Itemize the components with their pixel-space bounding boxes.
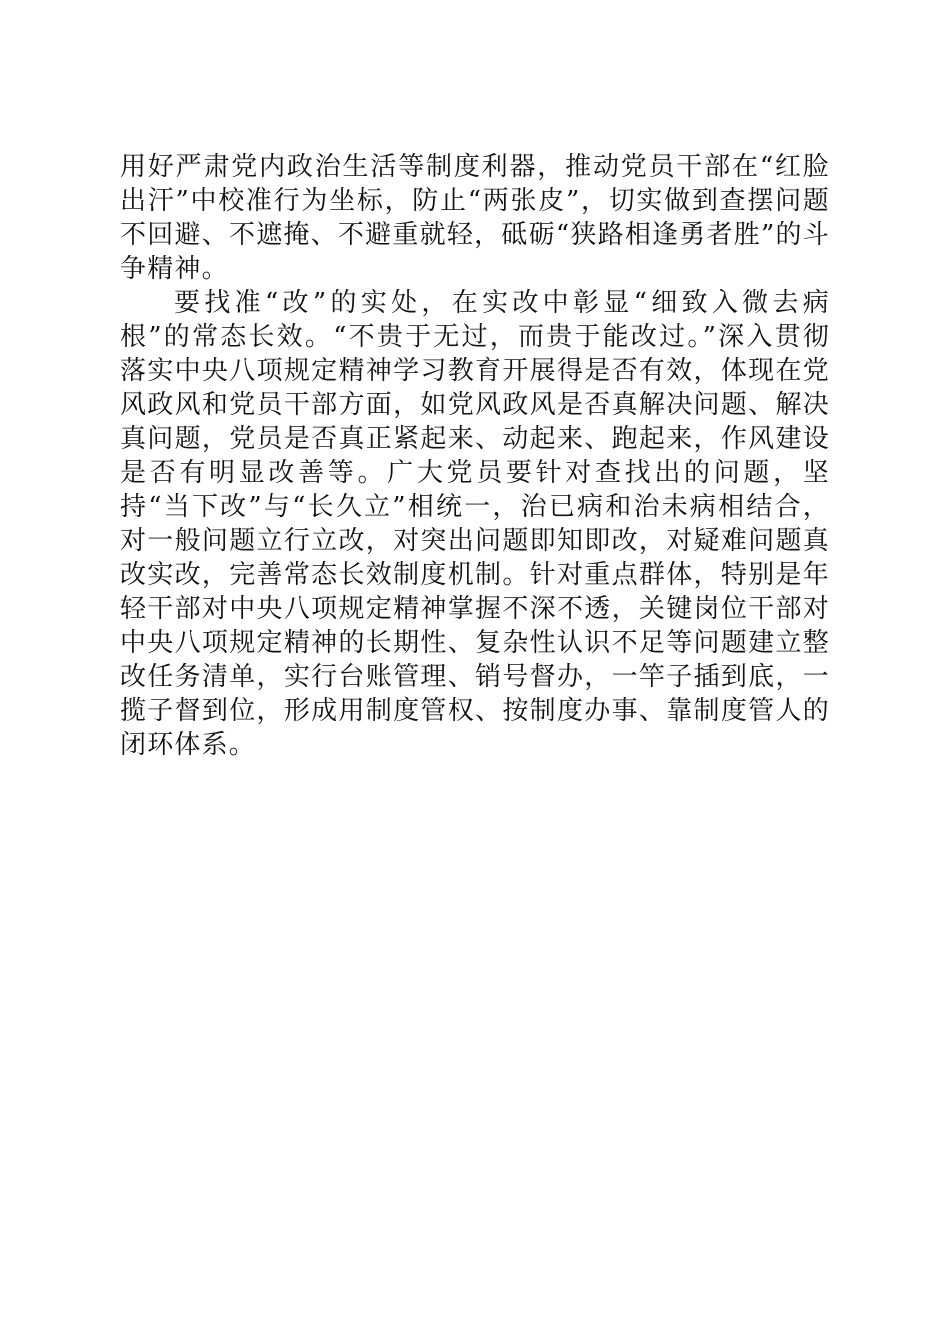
- paragraph-gai: 要找准“改”的实处，在实改中彰显“细致入微去病根”的常态长效。“不贵于无过，而贵于能改过。”深入贯彻落实中央八项规定精神学习教育开展得是否有效，体现在党风政风和党员干部方面，如党风政风是否真解决问题、解决真问题，党员是否真正紧起来、动起来、跑起来，作风建设是否有明显改善等。广大党员要针对查找出的问题，坚持“当下改”与“长久立”相统一，治已病和治未病相结合，对一般问题立行立改，对突出问题即知即改，对疑难问题真改实改，完善常态长效制度机制。针对重点群体，特别是年轻干部对中央八项规定精神掌握不深不透，关键岗位干部对中央八项规定精神的长期性、复杂性认识不足等问题建立整改任务清单，实行台账管理、销号督办，一竿子插到底，一揽子督到位，形成用制度管权、按制度办事、靠制度管人的闭环体系。: [120, 288, 830, 760]
- document-body: [120, 150, 830, 762]
- paragraph-continuation: 用好严肃党内政治生活等制度利器，推动党员干部在“红脸出汗”中校准行为坐标，防止“两张皮”，切实做到查摆问题不回避、不遮掩、不避重就轻，砥砺“狭路相逢勇者胜”的斗争精神。: [120, 152, 830, 284]
